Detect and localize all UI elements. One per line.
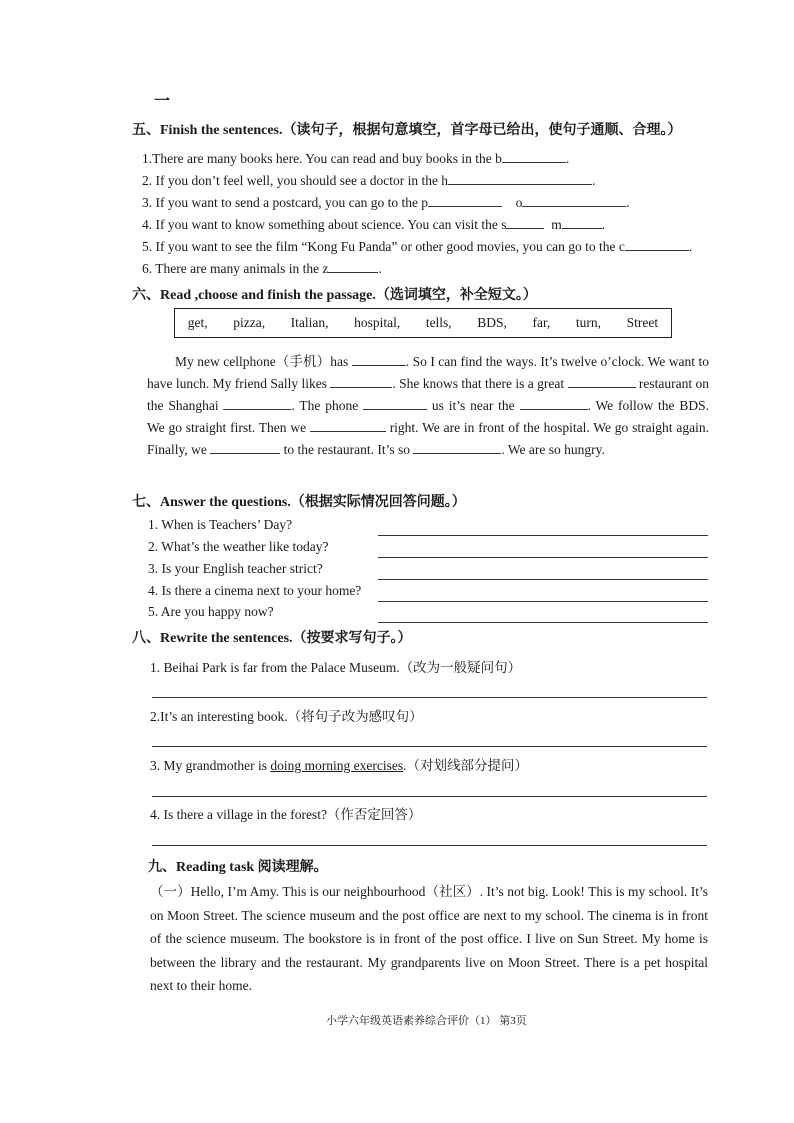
s5-item-4: 4. If you want to know something about science. You can visit the s m . <box>142 217 606 232</box>
s8-q3-text-end: .（对划线部分提问） <box>403 758 528 773</box>
answer-line[interactable] <box>152 696 707 698</box>
s5-item-1: 1.There are many books here. You can read and buy books in the b . <box>142 151 570 166</box>
passage-text: . The phone <box>291 398 359 413</box>
s5-item-4-text: 4. If you want to know something about science. You can visit the s <box>142 217 507 232</box>
reading-passage: （一）Hello, I’m Amy. This is our neighbourhood（社区）. It’s not big. Look! This is my school. It’s on Moon Street. The science museum and the post office are next to my school. The cinema is in front of the science museum. The bookstore is in front of the post office. I live on Sun Street. My home is between the library and the restaurant. My grandparents live on Moon Street. There is a pet hospital next to their home. <box>150 884 708 993</box>
blank[interactable] <box>448 172 592 185</box>
s5-item-5: 5. If you want to see the film “Kong Fu Panda” or other good movies, you can go to the c . <box>142 239 693 254</box>
s5-item-2: 2. If you don’t feel well, you should see a doctor in the h . <box>142 173 596 188</box>
blank[interactable] <box>522 194 626 207</box>
word-bank-item: get, <box>187 315 208 330</box>
s7-question-5: 5. Are you happy now? <box>148 604 274 619</box>
section6-title: 六、Read ,choose and finish the passage.（选词填空，补全短文。） <box>132 288 537 303</box>
passage-text: to the restaurant. It’s so <box>283 442 410 457</box>
blank[interactable] <box>330 375 392 388</box>
page-mark: 一 <box>154 93 171 110</box>
blank[interactable] <box>625 238 689 251</box>
answer-line[interactable] <box>378 556 708 558</box>
blank[interactable] <box>210 441 280 454</box>
word-bank-item: BDS, <box>477 315 507 330</box>
s5-item-4-m: m <box>551 217 562 232</box>
passage-text: right. We are in front of the hospital. We go straight again. Finally, we <box>147 420 709 457</box>
answer-line[interactable] <box>152 844 707 846</box>
section7-title: 七、Answer the questions.（根据实际情况回答问题。） <box>132 495 466 510</box>
s5-item-5-text: 5. If you want to see the film “Kong Fu Panda” or other good movies, you can go to the c <box>142 239 625 254</box>
blank[interactable] <box>506 216 544 229</box>
answer-line[interactable] <box>152 795 707 797</box>
passage-text: . She knows that there is a great <box>392 376 565 391</box>
blank[interactable] <box>363 397 427 410</box>
blank[interactable] <box>328 260 378 273</box>
passage-text: . We are so hungry. <box>501 442 605 457</box>
blank[interactable] <box>502 150 566 163</box>
word-bank-item: Street <box>626 315 659 330</box>
s8-question-2: 2.It’s an interesting book.（将句子改为感叹句） <box>150 709 423 724</box>
blank[interactable] <box>310 419 386 432</box>
answer-line[interactable] <box>378 621 708 623</box>
word-bank-item: tells, <box>425 315 452 330</box>
s7-question-4: 4. Is there a cinema next to your home? <box>148 583 362 598</box>
passage-text: us it’s near the <box>431 398 515 413</box>
word-bank-item: turn, <box>575 315 602 330</box>
section5-title: 五、Finish the sentences.（读句子，根据句意填空，首字母已给出，使句子通顺、合理。） <box>132 123 682 138</box>
blank[interactable] <box>413 441 501 454</box>
s7-question-1: 1. When is Teachers’ Day? <box>148 517 293 532</box>
page-footer: 小学六年级英语素养综合评价（1） 第3页 <box>326 1015 527 1027</box>
blank[interactable] <box>520 397 588 410</box>
word-bank-box <box>174 308 672 338</box>
blank[interactable] <box>428 194 502 207</box>
blank[interactable] <box>352 353 406 366</box>
s8-question-1: 1. Beihai Park is far from the Palace Museum.（改为一般疑问句） <box>150 660 522 675</box>
s8-q3-underlined: doing morning exercises <box>270 758 404 773</box>
s5-item-3-o: o <box>515 195 523 210</box>
s5-item-6: 6. There are many animals in the z . <box>142 261 382 276</box>
passage-text: . So I can find the ways. It’s twelve o’clock. We want to have lunch. My friend Sally likes <box>147 354 709 391</box>
s8-question-3 <box>150 754 528 774</box>
s8-question-4: 4. Is there a village in the forest?（作否定回答） <box>150 807 422 822</box>
s5-item-3-text: 3. If you want to send a postcard, you can go to the p <box>142 195 429 210</box>
passage-text: restaurant on the Shanghai <box>147 376 710 413</box>
word-bank-item: far, <box>532 315 551 330</box>
cloze-passage <box>147 351 709 461</box>
s5-item-2-text: 2. If you don’t feel well, you should see a doctor in the h <box>142 173 449 188</box>
section8-title: 八、Rewrite the sentences.（按要求写句子。） <box>132 631 412 646</box>
blank[interactable] <box>562 216 602 229</box>
s7-question-3: 3. Is your English teacher strict? <box>148 561 323 576</box>
word-bank-item: Italian, <box>290 315 329 330</box>
word-bank-item: hospital, <box>354 315 401 330</box>
answer-line[interactable] <box>152 745 707 747</box>
blank[interactable] <box>568 375 636 388</box>
word-bank-item: pizza, <box>233 315 266 330</box>
s5-item-1-text: 1.There are many books here. You can read and buy books in the b <box>142 151 502 166</box>
blank[interactable] <box>223 397 291 410</box>
s8-q3-text: 3. My grandmother is <box>150 758 271 773</box>
s7-question-2: 2. What’s the weather like today? <box>148 539 329 554</box>
s5-item-3: 3. If you want to send a postcard, you can go to the p o . <box>142 195 630 210</box>
section9-title: 九、Reading task 阅读理解。 <box>148 860 328 875</box>
answer-line[interactable] <box>378 534 708 536</box>
passage-text: . We follow the BDS. We go straight first. Then we <box>147 398 710 435</box>
passage-text: My new cellphone（手机）has <box>175 354 349 369</box>
s5-item-6-text: 6. There are many animals in the z <box>142 261 329 276</box>
answer-line[interactable] <box>378 600 708 602</box>
answer-line[interactable] <box>378 578 708 580</box>
